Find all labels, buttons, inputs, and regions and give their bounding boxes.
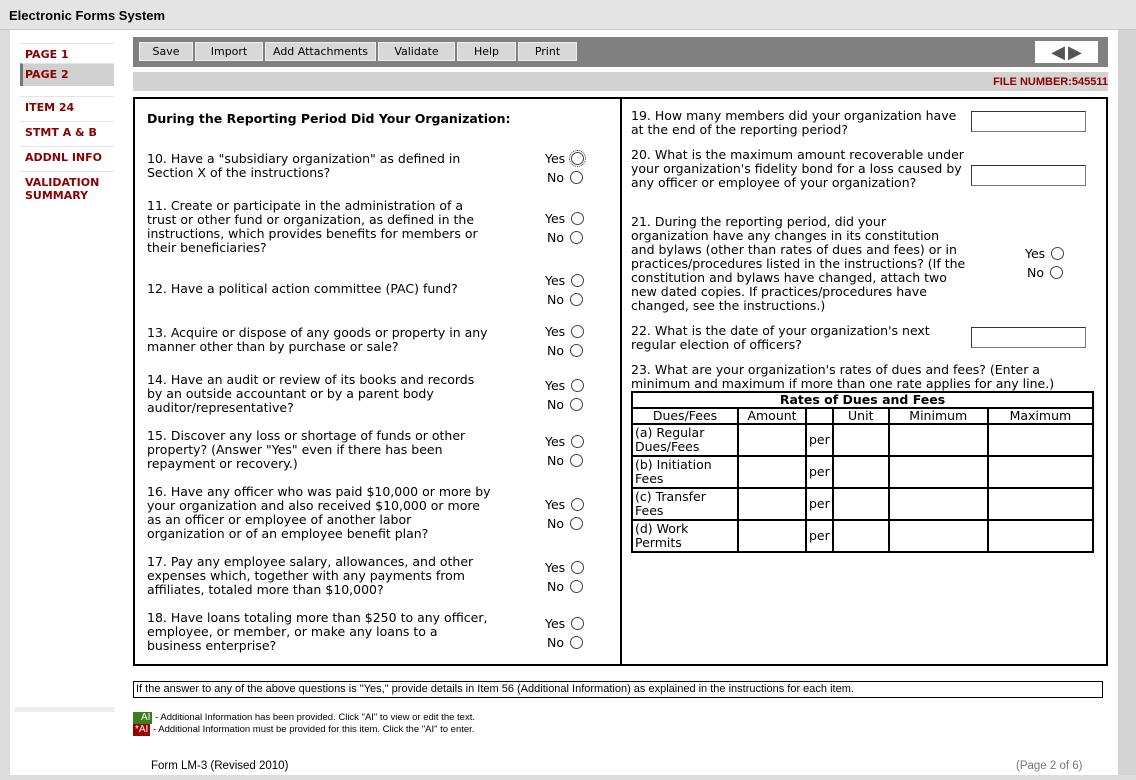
sidebar-item-page-2[interactable]: PAGE 2 xyxy=(20,63,114,86)
row-label: (a) Regular Dues/Fees xyxy=(632,424,738,456)
q18-yes: Yes xyxy=(545,617,584,631)
amount-cell[interactable] xyxy=(738,520,806,552)
members-input[interactable] xyxy=(971,111,1086,132)
table-row xyxy=(632,520,1093,552)
page-nav xyxy=(1035,41,1098,63)
amount-cell[interactable] xyxy=(738,488,806,520)
import-button[interactable]: Import xyxy=(195,42,263,61)
question-15: 15. Discover any loss or shortage of funds or other property? (Answer "Yes" even if there has been repayment or recovery.) xyxy=(147,428,466,471)
question-11: 11. Create or participate in the administration of a trust or other fund or organization, as defined in the instructions, which provides benefits for members or their beneficiaries? xyxy=(147,198,478,255)
minimum-cell[interactable] xyxy=(889,488,988,520)
col-header: Dues/Fees xyxy=(632,408,738,424)
row-label: (b) Initiation Fees xyxy=(632,456,738,488)
ai-badge: AI xyxy=(133,712,152,724)
q15-no-radio[interactable] xyxy=(570,454,583,467)
app-title: Electronic Forms System xyxy=(0,0,1136,30)
print-button[interactable]: Print xyxy=(518,42,577,61)
unit-cell[interactable] xyxy=(833,488,889,520)
q14-no: No xyxy=(547,398,583,412)
toolbar xyxy=(133,37,1108,67)
question-19: 19. How many members did your organization have at the end of the reporting period? xyxy=(631,108,957,137)
q11-no-radio[interactable] xyxy=(570,231,583,244)
maximum-cell[interactable] xyxy=(988,456,1093,488)
sidebar-item-stmt-a-b[interactable]: STMT A & B xyxy=(20,121,114,146)
instruction-note: If the answer to any of the above questions is "Yes," provide details in Item 56 (Additional Information) as explained in the instructions for each item. xyxy=(133,681,1103,698)
unit-cell[interactable] xyxy=(833,520,889,552)
q18-yes-radio[interactable] xyxy=(571,617,584,630)
q14-yes-radio[interactable] xyxy=(571,379,584,392)
table-row xyxy=(632,488,1093,520)
q16-no: No xyxy=(547,517,583,531)
amount-cell[interactable] xyxy=(738,424,806,456)
dues-fees-table xyxy=(631,391,1094,553)
per-label: per xyxy=(806,456,833,488)
question-17: 17. Pay any employee salary, allowances, and other expenses which, together with any payments from affiliates, totaled more than $10,000? xyxy=(147,554,474,597)
file-number: FILE NUMBER:545511 xyxy=(993,76,1108,88)
q10-no: No xyxy=(547,171,583,185)
question-10: 10. Have a "subsidiary organization" as defined in Section X of the instructions? xyxy=(147,151,461,180)
q18-no-radio[interactable] xyxy=(570,636,583,649)
q10-yes: Yes xyxy=(545,152,584,166)
question-13: 13. Acquire or dispose of any goods or property in any manner other than by purchase or sale? xyxy=(147,325,488,354)
validate-button[interactable]: Validate xyxy=(378,42,455,61)
q21-no: No xyxy=(1027,266,1063,280)
q12-yes: Yes xyxy=(545,274,584,288)
q13-no-radio[interactable] xyxy=(570,344,583,357)
q12-no-radio[interactable] xyxy=(570,293,583,306)
q18-no: No xyxy=(547,636,583,650)
legend-ai-required: *AI - Additional Information must be provided for this item. Click the "AI" to enter. xyxy=(135,724,475,735)
maximum-cell[interactable] xyxy=(988,424,1093,456)
per-label: per xyxy=(806,424,833,456)
q21-yes-radio[interactable] xyxy=(1051,247,1064,260)
q15-yes-radio[interactable] xyxy=(571,435,584,448)
question-14: 14. Have an audit or review of its books and records by an outside accountant or by a parent body auditor/representative? xyxy=(147,372,475,415)
question-18: 18. Have loans totaling more than $250 to any officer, employee, or member, or make any loans to a business enterprise? xyxy=(147,610,488,653)
q11-yes-radio[interactable] xyxy=(571,212,584,225)
q15-yes: Yes xyxy=(545,435,584,449)
maximum-cell[interactable] xyxy=(988,488,1093,520)
per-label: per xyxy=(806,488,833,520)
status-bar xyxy=(133,72,1108,91)
table-row xyxy=(632,456,1093,488)
election-date-input[interactable] xyxy=(971,327,1086,348)
q16-yes: Yes xyxy=(545,498,584,512)
legend-ai-provided: AI - Additional Information has been provided. Click "AI" to view or edit the text. xyxy=(133,712,475,724)
q17-yes: Yes xyxy=(545,561,584,575)
q13-yes: Yes xyxy=(545,325,584,339)
amount-cell[interactable] xyxy=(738,456,806,488)
table-title: Rates of Dues and Fees xyxy=(632,392,1093,408)
save-button[interactable]: Save xyxy=(139,42,193,61)
col-header: Maximum xyxy=(988,408,1093,424)
question-22: 22. What is the date of your organization's next regular election of officers? xyxy=(631,323,930,352)
q16-no-radio[interactable] xyxy=(570,517,583,530)
arrow-right-icon[interactable]: ▶ xyxy=(1068,41,1082,63)
row-label: (c) Transfer Fees xyxy=(632,488,738,520)
question-23: 23. What are your organization's rates of dues and fees? (Enter a minimum and maximum if more than one rate applies for any line.) xyxy=(631,362,1055,391)
unit-cell[interactable] xyxy=(833,456,889,488)
add-attachments-button[interactable]: Add Attachments xyxy=(265,42,376,61)
q15-no: No xyxy=(547,454,583,468)
q13-no: No xyxy=(547,344,583,358)
q17-no-radio[interactable] xyxy=(570,580,583,593)
q21-no-radio[interactable] xyxy=(1050,266,1063,279)
sidebar-item-item-24[interactable]: ITEM 24 xyxy=(20,96,114,121)
question-16: 16. Have any officer who was paid $10,000 or more by your organization and also received $10,000 or more as an officer or employee of another labor organization or of an employee benefit plan? xyxy=(147,484,491,541)
q11-no: No xyxy=(547,231,583,245)
sidebar-item-validation-summary[interactable]: VALIDATION SUMMARY xyxy=(20,171,114,203)
q10-no-radio[interactable] xyxy=(570,171,583,184)
scrollbar[interactable] xyxy=(1118,30,1136,775)
question-20: 20. What is the maximum amount recoverable under your organization's fidelity bond for a loss caused by any officer or employee of your organization? xyxy=(631,147,964,190)
arrow-left-icon[interactable]: ◀ xyxy=(1051,41,1065,63)
question-21: 21. During the reporting period, did your organization have any changes in its constitution and bylaws (other than rates of dues and fees) or in practices/procedures listed in the instructions? (If the constitution and bylaws have changed, attach two new dated copies. If practices/procedures have changed, see the instructions.) xyxy=(631,214,966,313)
ai-required-badge: *AI xyxy=(135,724,149,735)
sidebar-item-addnl-info[interactable]: ADDNL INFO xyxy=(20,146,114,171)
q14-yes: Yes xyxy=(545,379,584,393)
q12-yes-radio[interactable] xyxy=(571,274,584,287)
q21-yes: Yes xyxy=(1025,247,1064,261)
row-label: (d) Work Permits xyxy=(632,520,738,552)
q16-yes-radio[interactable] xyxy=(571,498,584,511)
sidebar-item-page-1[interactable]: PAGE 1 xyxy=(20,43,114,63)
question-12: 12. Have a political action committee (PAC) fund? xyxy=(147,281,458,296)
q17-no: No xyxy=(547,580,583,594)
col-header: Amount xyxy=(738,408,806,424)
unit-cell[interactable] xyxy=(833,424,889,456)
page-indicator: (Page 2 of 6) xyxy=(1016,760,1083,772)
section-heading: During the Reporting Period Did Your Organization: xyxy=(147,111,511,126)
minimum-cell[interactable] xyxy=(889,520,988,552)
q10-yes-radio[interactable] xyxy=(571,152,584,165)
table-row xyxy=(632,424,1093,456)
form-version: Form LM-3 (Revised 2010) xyxy=(151,760,289,772)
minimum-cell[interactable] xyxy=(889,424,988,456)
sidebar-footer xyxy=(15,707,115,712)
col-header: Minimum xyxy=(889,408,988,424)
q12-no: No xyxy=(547,293,583,307)
col-header: Unit xyxy=(833,408,889,424)
q17-yes-radio[interactable] xyxy=(571,561,584,574)
per-label: per xyxy=(806,520,833,552)
q11-yes: Yes xyxy=(545,212,584,226)
q13-yes-radio[interactable] xyxy=(571,325,584,338)
maximum-cell[interactable] xyxy=(988,520,1093,552)
minimum-cell[interactable] xyxy=(889,456,988,488)
col-header xyxy=(806,408,833,424)
fidelity-bond-input[interactable] xyxy=(971,165,1086,186)
column-divider xyxy=(620,97,622,666)
q14-no-radio[interactable] xyxy=(570,398,583,411)
help-button[interactable]: Help xyxy=(457,42,516,61)
